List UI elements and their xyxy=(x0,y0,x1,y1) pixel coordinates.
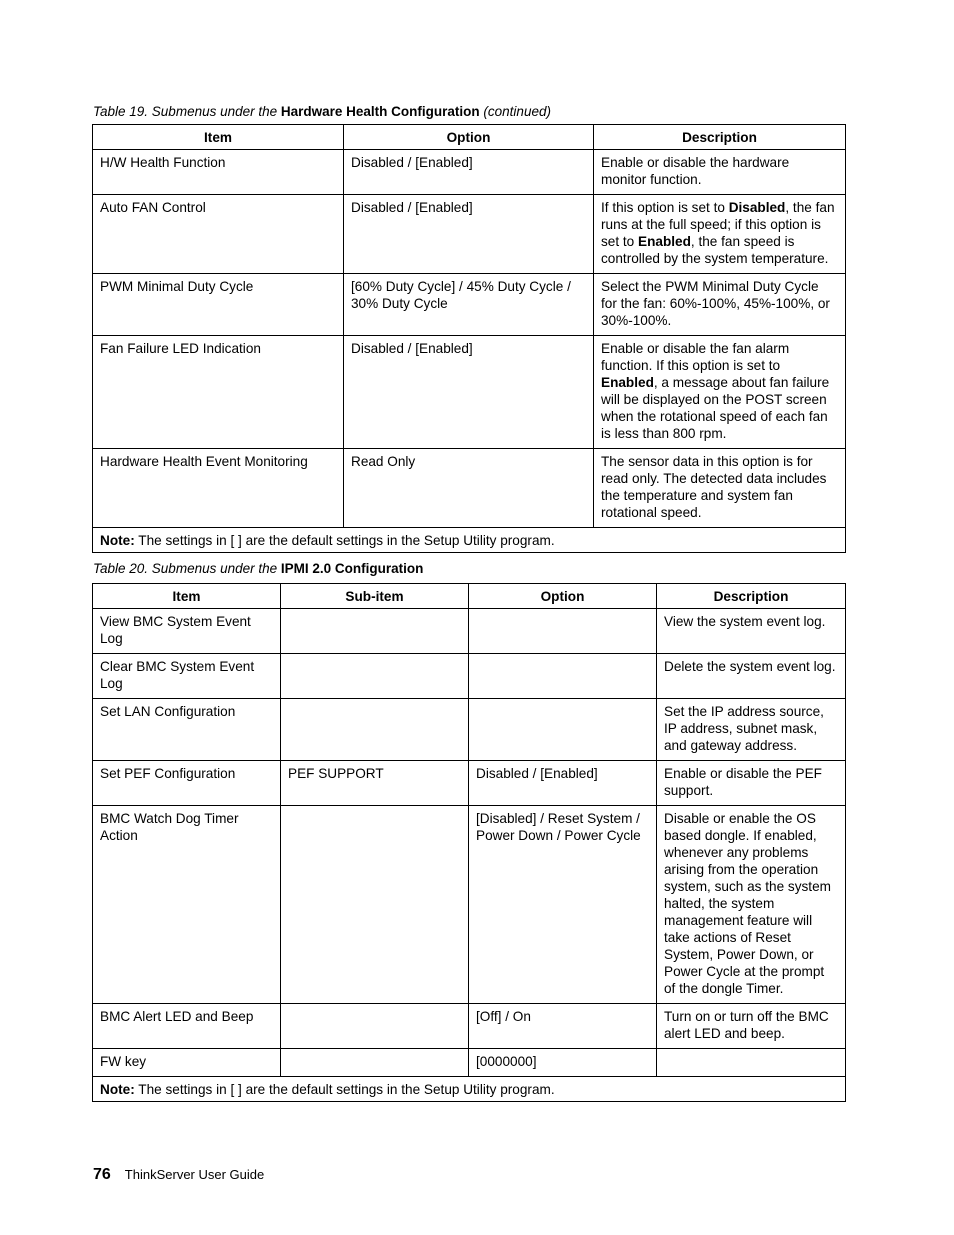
description-text: Select the PWM Minimal Duty Cycle for the fan: 60%-100%, 45%-100%, or 30%-100%. xyxy=(601,279,830,328)
row-option: Disabled / [Enabled] xyxy=(344,195,594,274)
table-20-header-subitem: Sub-item xyxy=(281,584,469,609)
row-description xyxy=(594,150,846,195)
row-description: Turn on or turn off the BMC alert LED and beep. xyxy=(657,1004,846,1049)
table-row xyxy=(93,1004,846,1049)
table-20-header-description: Description xyxy=(657,584,846,609)
table-19-note xyxy=(93,528,846,553)
description-text: , the fan runs at the full speed; if this option is set to xyxy=(601,200,835,249)
row-item: Fan Failure LED Indication xyxy=(93,336,344,449)
row-description xyxy=(594,449,846,528)
table-20-caption-title: IPMI 2.0 Configuration xyxy=(280,561,424,576)
row-subitem xyxy=(281,609,469,654)
table-row xyxy=(93,699,846,761)
table-row xyxy=(93,761,846,806)
table-row xyxy=(93,1049,846,1077)
row-option: [Off] / On xyxy=(469,1004,657,1049)
row-item: Set LAN Configuration xyxy=(93,699,281,761)
row-item: BMC Watch Dog Timer Action xyxy=(93,806,281,1004)
description-text: , the fan speed is controlled by the system temperature. xyxy=(601,234,829,266)
table-20-note-row xyxy=(93,1077,846,1102)
description-emphasis: Enabled xyxy=(601,375,654,390)
table-19-note-row xyxy=(93,528,846,553)
table-19-header-item: Item xyxy=(93,125,344,150)
row-item: PWM Minimal Duty Cycle xyxy=(93,274,344,336)
row-option: [0000000] xyxy=(469,1049,657,1077)
row-option: Read Only xyxy=(344,449,594,528)
table-row xyxy=(93,274,846,336)
table-row xyxy=(93,609,846,654)
table-19-caption-title: Hardware Health Configuration xyxy=(280,104,480,119)
row-description xyxy=(594,336,846,449)
row-item: Clear BMC System Event Log xyxy=(93,654,281,699)
row-subitem xyxy=(281,654,469,699)
row-option xyxy=(469,654,657,699)
description-text: Enable or disable the fan alarm function. If this option is set to xyxy=(601,341,790,373)
row-option: Disabled / [Enabled] xyxy=(469,761,657,806)
row-option xyxy=(469,609,657,654)
table-20-header-option: Option xyxy=(469,584,657,609)
table-19-header-option: Option xyxy=(344,125,594,150)
row-option: [60% Duty Cycle] / 45% Duty Cycle / 30% Duty Cycle xyxy=(344,274,594,336)
table-row xyxy=(93,806,846,1004)
table-19-caption-prefix: Table 19. Submenus under the xyxy=(93,104,281,119)
row-item: Hardware Health Event Monitoring xyxy=(93,449,344,528)
table-row xyxy=(93,195,846,274)
row-description xyxy=(594,195,846,274)
row-item: View BMC System Event Log xyxy=(93,609,281,654)
row-option xyxy=(469,699,657,761)
table-row xyxy=(93,336,846,449)
description-emphasis: Disabled xyxy=(728,200,786,215)
table-19-caption-suffix: (continued) xyxy=(479,104,551,119)
table-19-body xyxy=(93,150,846,528)
row-subitem xyxy=(281,1004,469,1049)
description-text: If this option is set to xyxy=(601,200,729,215)
row-description: Set the IP address source, IP address, subnet mask, and gateway address. xyxy=(657,699,846,761)
description-text: , a message about fan failure will be displayed on the POST screen when the rotational speed of each fan is less than 800 rpm. xyxy=(601,375,830,441)
table-20-note-text: The settings in [ ] are the default settings in the Setup Utility program. xyxy=(134,1082,555,1097)
row-option: [Disabled] / Reset System / Power Down / Power Cycle xyxy=(469,806,657,1004)
row-description: Delete the system event log. xyxy=(657,654,846,699)
row-item: H/W Health Function xyxy=(93,150,344,195)
row-subitem: PEF SUPPORT xyxy=(281,761,469,806)
row-subitem xyxy=(281,699,469,761)
table-20-note xyxy=(93,1077,846,1102)
row-item: Set PEF Configuration xyxy=(93,761,281,806)
row-subitem xyxy=(281,1049,469,1077)
row-description: Enable or disable the PEF support. xyxy=(657,761,846,806)
table-row xyxy=(93,654,846,699)
row-option: Disabled / [Enabled] xyxy=(344,336,594,449)
table-20-caption-prefix: Table 20. Submenus under the xyxy=(93,561,281,576)
row-subitem xyxy=(281,806,469,1004)
table-19-header-description: Description xyxy=(594,125,846,150)
description-text: Enable or disable the hardware monitor function. xyxy=(601,155,790,187)
document-title: ThinkServer User Guide xyxy=(124,1167,265,1182)
table-20-body xyxy=(93,609,846,1077)
table-19 xyxy=(92,124,846,553)
table-20-header-item: Item xyxy=(93,584,281,609)
row-description: View the system event log. xyxy=(657,609,846,654)
page-footer xyxy=(93,1166,264,1184)
table-20-caption xyxy=(93,561,423,576)
row-description xyxy=(657,1049,846,1077)
row-item: Auto FAN Control xyxy=(93,195,344,274)
description-text: The sensor data in this option is for read only. The detected data includes the temperature and system fan rotational speed. xyxy=(601,454,827,520)
row-description: Disable or enable the OS based dongle. If enabled, whenever any problems arising from the operation system, such as the system halted, the system management feature will take actions of Reset System, Power Down, or Power Cycle at the prompt of the dongle Timer. xyxy=(657,806,846,1004)
table-20 xyxy=(92,583,846,1102)
table-19-note-text: The settings in [ ] are the default settings in the Setup Utility program. xyxy=(134,533,555,548)
table-20-note-label: Note: xyxy=(100,1082,135,1097)
table-19-note-label: Note: xyxy=(100,533,135,548)
description-emphasis: Enabled xyxy=(638,234,691,249)
row-description xyxy=(594,274,846,336)
page-number: 76 xyxy=(93,1166,111,1183)
table-20-header-row xyxy=(93,584,846,609)
row-item: FW key xyxy=(93,1049,281,1077)
table-row xyxy=(93,150,846,195)
row-option: Disabled / [Enabled] xyxy=(344,150,594,195)
table-19-caption xyxy=(93,104,551,119)
table-row xyxy=(93,449,846,528)
row-item: BMC Alert LED and Beep xyxy=(93,1004,281,1049)
table-19-header-row xyxy=(93,125,846,150)
